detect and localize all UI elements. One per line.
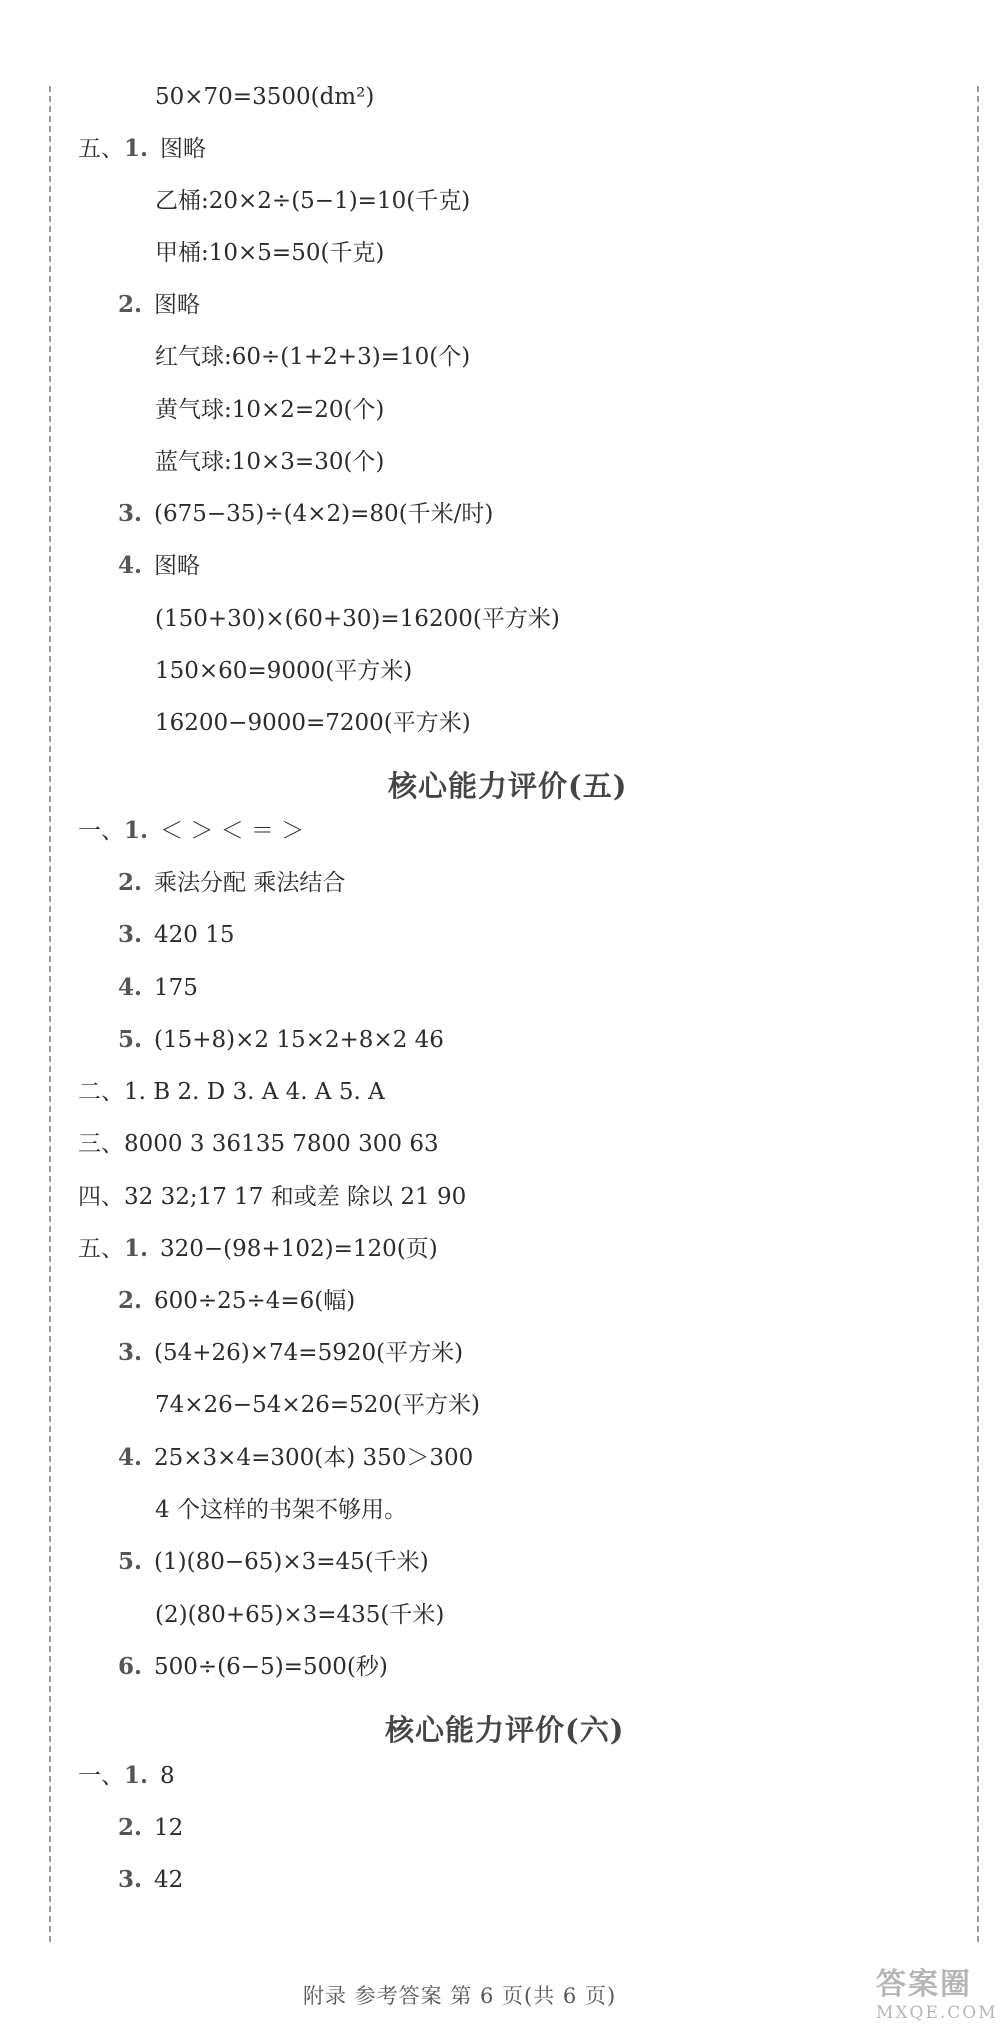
answer-line: 150×60=9000(平方米) <box>155 658 413 684</box>
watermark-title: 答案圈 <box>876 1967 972 2002</box>
answer-line: 四、32 32;17 17 和或差 除以 21 90 <box>78 1184 467 1210</box>
watermark-logo <box>876 1967 998 2030</box>
watermark-url: MXQE.COM <box>876 2003 998 2023</box>
answer-line: 红气球:60÷(1+2+3)=10(个) <box>155 344 471 370</box>
answer-line: 二、1. B 2. D 3. A 4. A 5. A <box>78 1079 385 1105</box>
answer-line: 6. 500÷(6−5)=500(秒) <box>118 1653 388 1680</box>
answer-line: 乙桶:20×2÷(5−1)=10(千克) <box>155 188 471 214</box>
answer-line: 50×70=3500(dm²) <box>155 84 375 110</box>
answer-line: 五、1. 图略 <box>78 135 207 162</box>
answer-line: 一、1. 8 <box>78 1762 175 1789</box>
answer-line: 甲桶:10×5=50(千克) <box>155 240 385 266</box>
answer-line: 4. 图略 <box>118 552 201 579</box>
section-heading-6: 核心能力评价(六) <box>385 1713 625 1747</box>
answer-line: 3. 420 15 <box>118 921 235 948</box>
answer-line: 16200−9000=7200(平方米) <box>155 710 471 736</box>
left-dashed-rule <box>49 86 51 1942</box>
answer-line: 2. 图略 <box>118 291 201 318</box>
answer-line: 三、8000 3 36135 7800 300 63 <box>78 1131 439 1157</box>
answer-line: 五、1. 320−(98+102)=120(页) <box>78 1235 438 1262</box>
answer-line: 3. (675−35)÷(4×2)=80(千米/时) <box>118 500 494 527</box>
answer-line: 2. 12 <box>118 1814 184 1841</box>
answer-line: 3. 42 <box>118 1866 184 1893</box>
right-dashed-rule <box>977 86 979 1942</box>
answer-line: 4. 175 <box>118 974 198 1001</box>
answer-line: 3. (54+26)×74=5920(平方米) <box>118 1339 464 1366</box>
section-heading-5: 核心能力评价(五) <box>388 769 628 803</box>
answer-line: 5. (1)(80−65)×3=45(千米) <box>118 1548 429 1575</box>
answer-line: 4. 25×3×4=300(本) 350＞300 <box>118 1444 474 1471</box>
answer-line: 2. 600÷25÷4=6(幅) <box>118 1287 356 1314</box>
answer-line: 74×26−54×26=520(平方米) <box>155 1392 480 1418</box>
answer-line: 一、1. ＜ ＞ ＜ ＝ ＞ <box>78 817 305 844</box>
answer-line: 5. (15+8)×2 15×2+8×2 46 <box>118 1026 444 1053</box>
answer-line: (2)(80+65)×3=435(千米) <box>155 1602 445 1628</box>
answer-line: (150+30)×(60+30)=16200(平方米) <box>155 606 560 632</box>
answer-line: 2. 乘法分配 乘法结合 <box>118 869 346 896</box>
answer-line: 黄气球:10×2=20(个) <box>155 397 385 423</box>
page-footer: 附录 参考答案 第 6 页(共 6 页) <box>303 1984 617 2008</box>
answer-line: 蓝气球:10×3=30(个) <box>155 449 385 475</box>
answer-line: 4 个这样的书架不够用。 <box>155 1497 407 1523</box>
